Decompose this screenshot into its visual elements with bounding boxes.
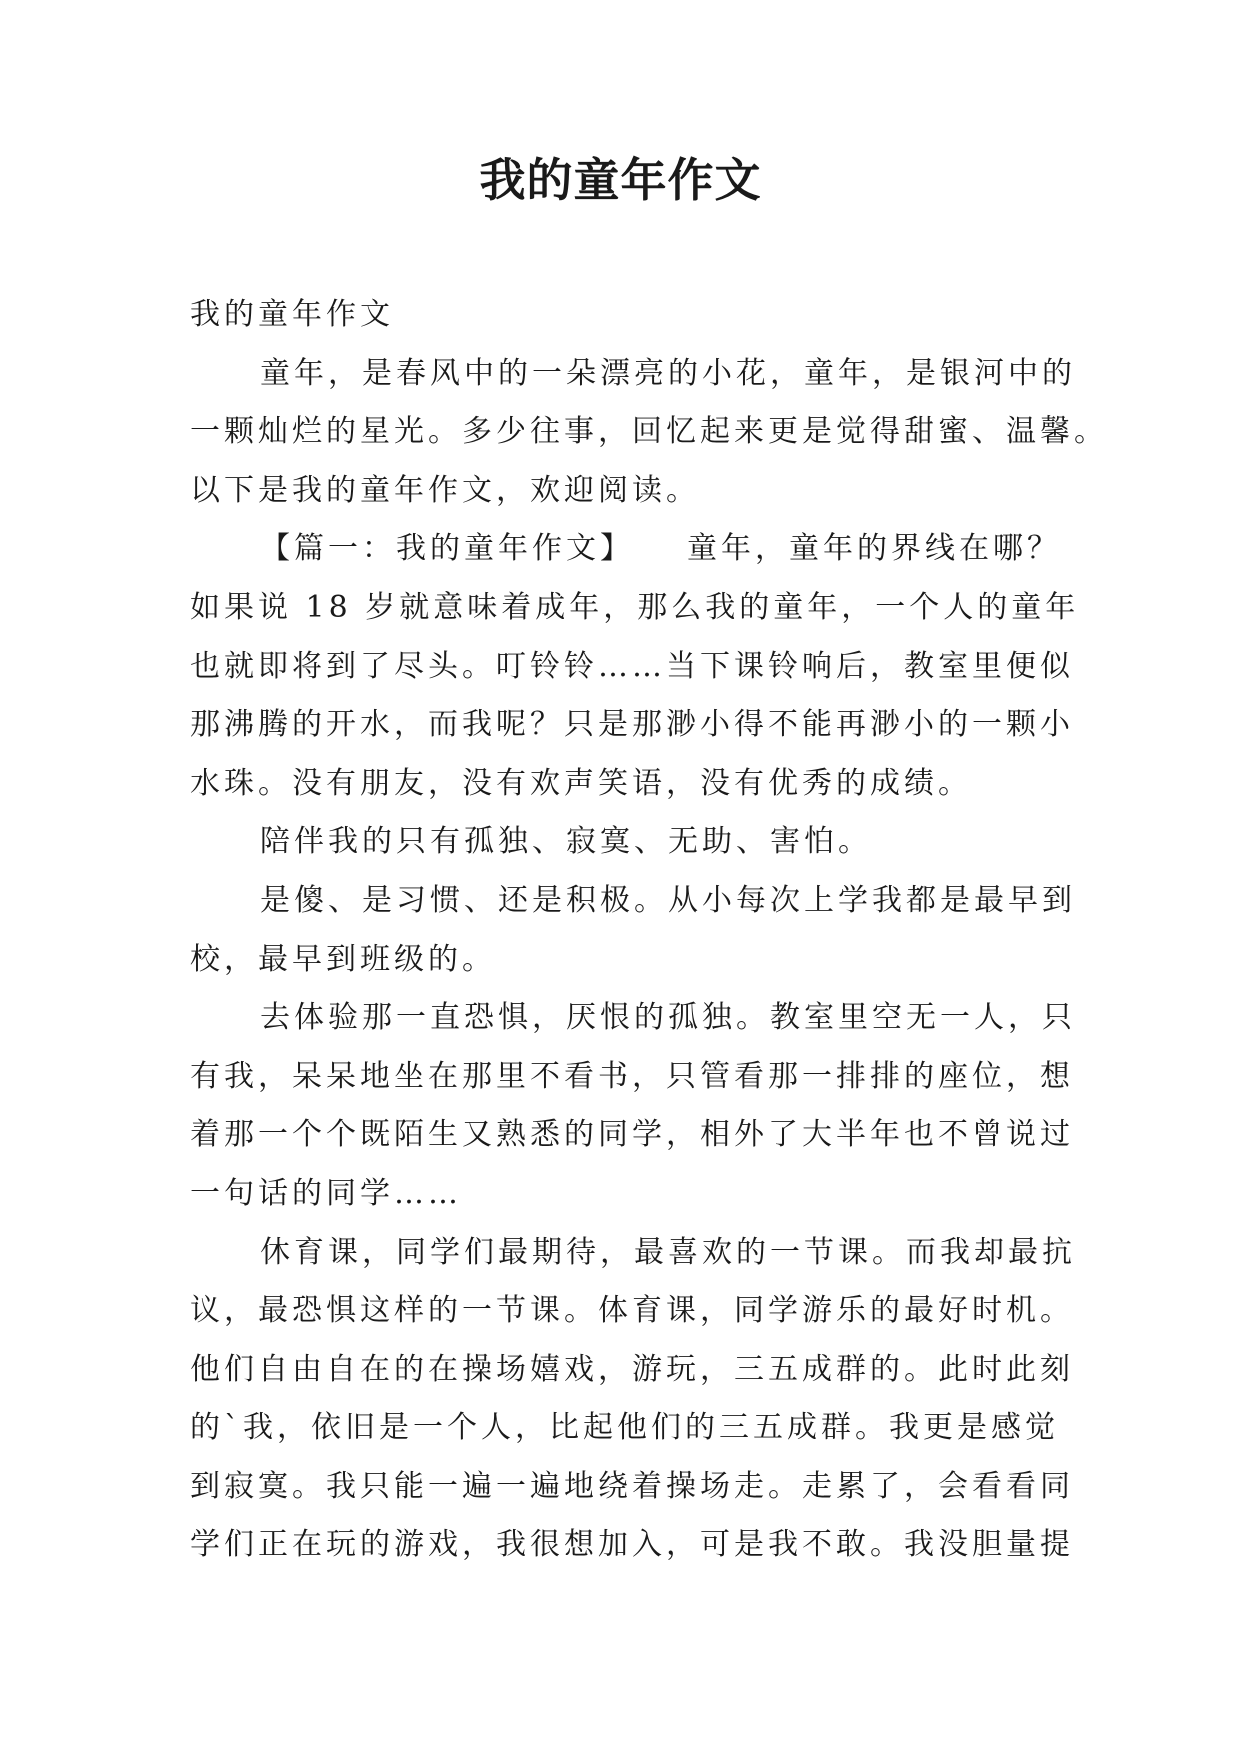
text-line: 也就即将到了尽头。叮铃铃……当下课铃响后，教室里便似 (190, 648, 1074, 684)
text-line: 休育课，同学们最期待，最喜欢的一节课。而我却最抗 (260, 1234, 1076, 1270)
document-body (190, 286, 1108, 1575)
text-line: 陪伴我的只有孤独、寂寞、无助、害怕。 (260, 824, 872, 860)
text-line: 我的童年作文 (190, 297, 394, 332)
text-line: 水珠。没有朋友，没有欢声笑语，没有优秀的成绩。 (190, 765, 972, 801)
text-line: 【篇一：我的童年作文】 童年，童年的界线在哪？ (260, 531, 1061, 567)
text-line: 一颗灿烂的星光。多少往事，回忆起来更是觉得甜蜜、温馨。 (190, 414, 1108, 450)
text-line: 去体验那一直恐惧，厌恨的孤独。教室里空无一人，只 (260, 1000, 1076, 1036)
text-line: 到寂寞。我只能一遍一遍地绕着操场走。走累了，会看看同 (190, 1468, 1074, 1504)
text-line: 童年，是春风中的一朵漂亮的小花，童年，是银河中的 (260, 355, 1076, 391)
text-line: 一句话的同学…… (190, 1175, 462, 1211)
text-line: 以下是我的童年作文，欢迎阅读。 (190, 472, 700, 508)
text-line: 那沸腾的开水，而我呢？只是那渺小得不能再渺小的一颗小 (190, 707, 1074, 743)
text-line: 校，最早到班级的。 (190, 941, 496, 977)
text-line: 的`我，依旧是一个人，比起他们的三五成群。我更是感觉 (190, 1410, 1059, 1446)
text-line: 如果说 18 岁就意味着成年，那么我的童年，一个人的童年 (190, 589, 1080, 625)
text-line: 学们正在玩的游戏，我很想加入，可是我不敢。我没胆量提 (190, 1527, 1074, 1563)
text-line: 他们自由自在的在操场嬉戏，游玩，三五成群的。此时此刻 (190, 1351, 1074, 1387)
text-line: 着那一个个既陌生又熟悉的同学，相外了大半年也不曾说过 (190, 1117, 1074, 1153)
document-title: 我的童年作文 (479, 153, 762, 207)
text-line: 是傻、是习惯、还是积极。从小每次上学我都是最早到 (260, 882, 1076, 918)
text-line: 有我，呆呆地坐在那里不看书，只管看那一排排的座位，想 (190, 1058, 1074, 1094)
text-line: 议，最恐惧这样的一节课。体育课，同学游乐的最好时机。 (190, 1293, 1074, 1329)
